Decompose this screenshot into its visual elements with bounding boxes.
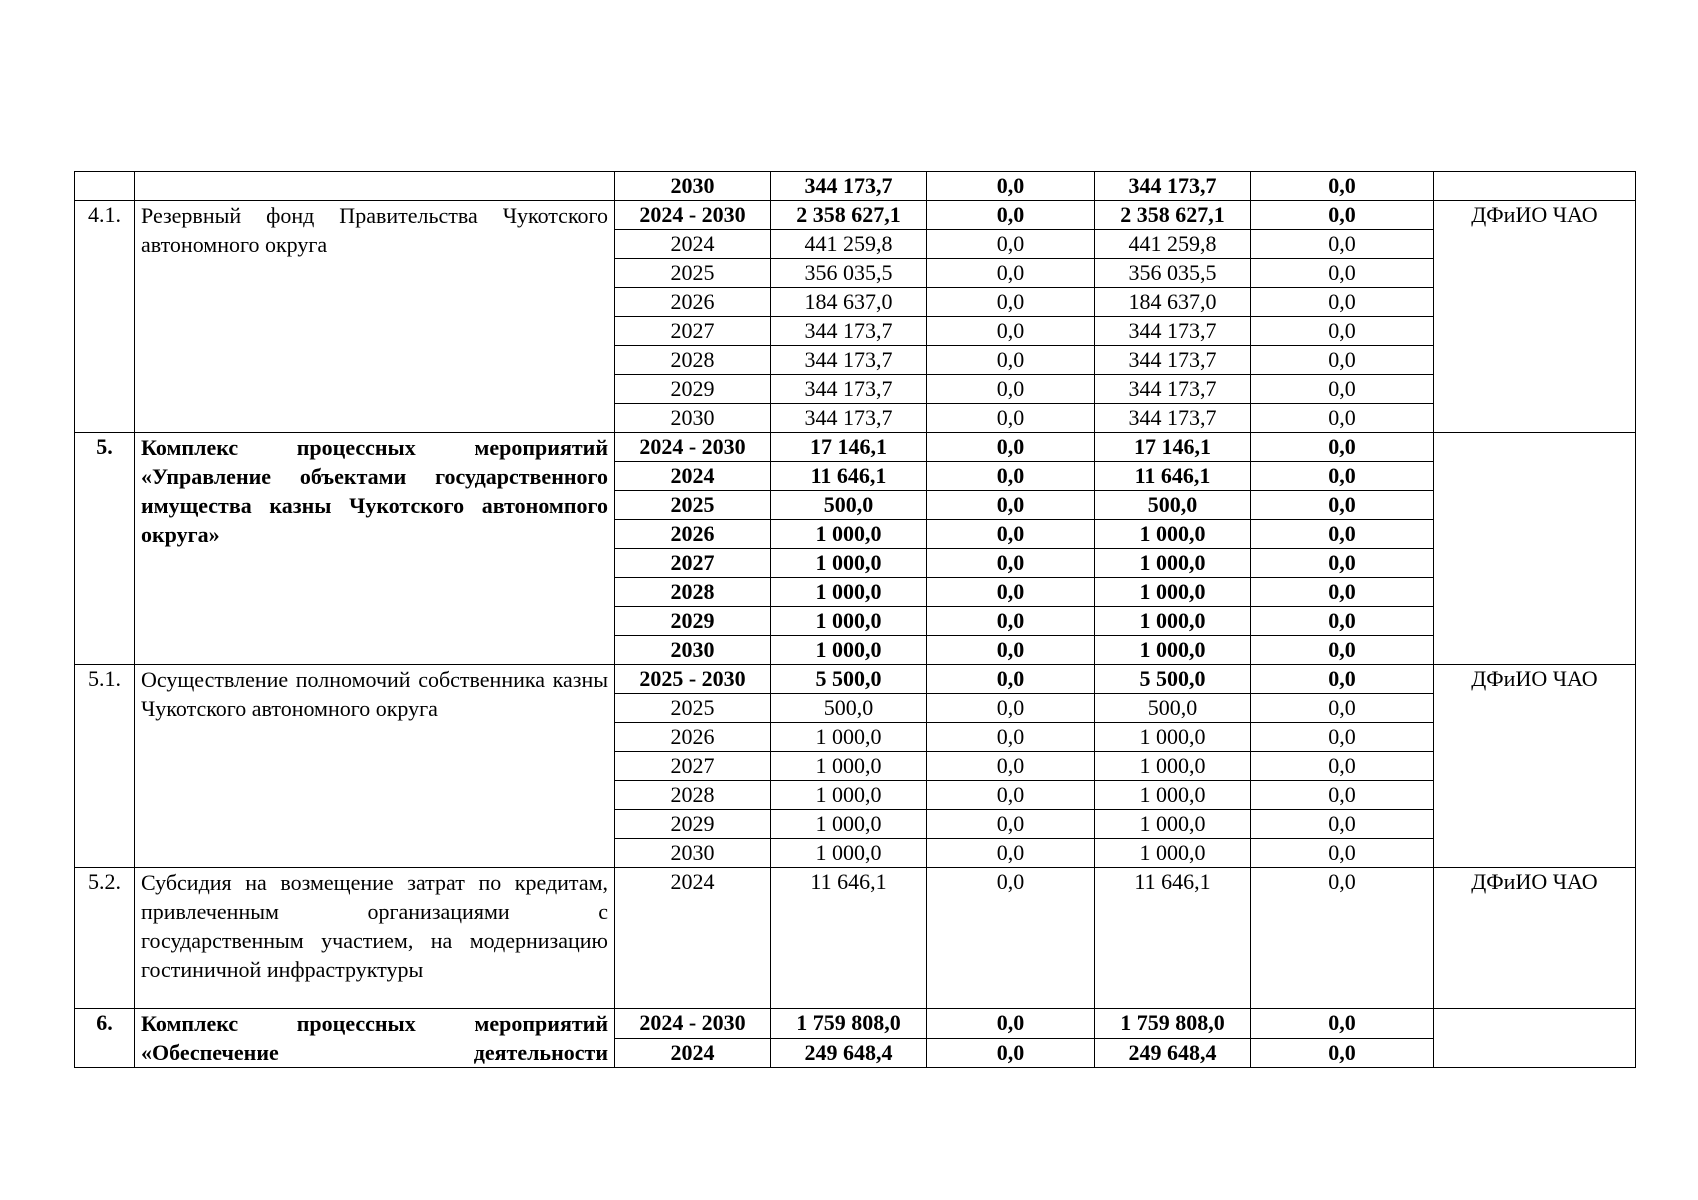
year-cell: 2025 - 2030: [615, 665, 771, 694]
regional-cell: 5 500,0: [1095, 665, 1251, 694]
federal-cell: 0,0: [927, 723, 1095, 752]
other-cell: 0,0: [1251, 578, 1434, 607]
regional-cell: 1 000,0: [1095, 607, 1251, 636]
other-cell: 0,0: [1251, 636, 1434, 665]
other-cell: 0,0: [1251, 375, 1434, 404]
row-name: Субсидия на возмещение затрат по кредитам, привлеченным организациями с государственным участием, на модернизацию гостиничной инфраструктуры: [135, 868, 615, 1009]
federal-cell: 0,0: [927, 839, 1095, 868]
year-cell: 2025: [615, 694, 771, 723]
other-cell: 0,0: [1251, 433, 1434, 462]
other-cell: 0,0: [1251, 781, 1434, 810]
regional-cell: 2 358 627,1: [1095, 201, 1251, 230]
regional-cell: 344 173,7: [1095, 346, 1251, 375]
other-cell: 0,0: [1251, 346, 1434, 375]
federal-cell: 0,0: [927, 346, 1095, 375]
regional-cell: 1 000,0: [1095, 578, 1251, 607]
year-cell: 2027: [615, 752, 771, 781]
executor-cell: ДФиИО ЧАО: [1434, 868, 1636, 1009]
total-cell: 344 173,7: [771, 346, 927, 375]
year-cell: 2026: [615, 723, 771, 752]
year-cell: 2028: [615, 781, 771, 810]
other-cell: 0,0: [1251, 1009, 1434, 1039]
year-cell: 2024 - 2030: [615, 433, 771, 462]
other-cell: 0,0: [1251, 723, 1434, 752]
total-cell: 1 000,0: [771, 578, 927, 607]
regional-cell: 344 173,7: [1095, 317, 1251, 346]
other-cell: 0,0: [1251, 868, 1434, 1009]
federal-cell: 0,0: [927, 259, 1095, 288]
year-cell: 2024: [615, 1038, 771, 1068]
total-cell: 1 000,0: [771, 752, 927, 781]
total-cell: 1 000,0: [771, 520, 927, 549]
other-cell: 0,0: [1251, 694, 1434, 723]
executor-cell: [1434, 433, 1636, 665]
row-name: Комплекс процессных мероприятий «Обеспечение деятельности: [135, 1009, 615, 1068]
total-cell: 1 000,0: [771, 781, 927, 810]
total-cell: 356 035,5: [771, 259, 927, 288]
total-cell: 344 173,7: [771, 172, 927, 201]
regional-cell: 1 000,0: [1095, 549, 1251, 578]
federal-cell: 0,0: [927, 578, 1095, 607]
year-cell: 2024 - 2030: [615, 201, 771, 230]
year-cell: 2028: [615, 578, 771, 607]
other-cell: 0,0: [1251, 317, 1434, 346]
table-row: [75, 172, 1636, 201]
year-cell: 2024 - 2030: [615, 1009, 771, 1039]
other-cell: 0,0: [1251, 230, 1434, 259]
federal-cell: 0,0: [927, 549, 1095, 578]
regional-cell: 1 000,0: [1095, 636, 1251, 665]
year-cell: 2029: [615, 810, 771, 839]
table-row: [75, 665, 1636, 694]
federal-cell: 0,0: [927, 230, 1095, 259]
total-cell: 441 259,8: [771, 230, 927, 259]
executor-cell: ДФиИО ЧАО: [1434, 665, 1636, 868]
row-number: 5.2.: [75, 868, 135, 1009]
federal-cell: 0,0: [927, 665, 1095, 694]
year-cell: 2029: [615, 375, 771, 404]
row-number: 5.: [75, 433, 135, 665]
executor-cell: [1434, 172, 1636, 201]
total-cell: 1 000,0: [771, 549, 927, 578]
row-name: Комплекс процессных мероприятий «Управление объектами государственного имущества казны Чукотского автономпого округа»: [135, 433, 615, 665]
other-cell: 0,0: [1251, 1038, 1434, 1068]
total-cell: 2 358 627,1: [771, 201, 927, 230]
other-cell: 0,0: [1251, 404, 1434, 433]
regional-cell: 1 000,0: [1095, 723, 1251, 752]
year-cell: 2030: [615, 839, 771, 868]
table-row: [75, 433, 1636, 462]
year-cell: 2029: [615, 607, 771, 636]
total-cell: 1 000,0: [771, 839, 927, 868]
regional-cell: 17 146,1: [1095, 433, 1251, 462]
other-cell: 0,0: [1251, 549, 1434, 578]
federal-cell: 0,0: [927, 288, 1095, 317]
total-cell: 249 648,4: [771, 1038, 927, 1068]
federal-cell: 0,0: [927, 810, 1095, 839]
row-name: Резервный фонд Правительства Чукотского автономного округа: [135, 201, 615, 433]
row-number: 4.1.: [75, 201, 135, 433]
row-number: 5.1.: [75, 665, 135, 868]
federal-cell: 0,0: [927, 636, 1095, 665]
federal-cell: 0,0: [927, 491, 1095, 520]
other-cell: 0,0: [1251, 520, 1434, 549]
federal-cell: 0,0: [927, 172, 1095, 201]
year-cell: 2025: [615, 259, 771, 288]
regional-cell: 1 000,0: [1095, 781, 1251, 810]
year-cell: 2024: [615, 462, 771, 491]
regional-cell: 500,0: [1095, 694, 1251, 723]
regional-cell: 441 259,8: [1095, 230, 1251, 259]
year-cell: 2026: [615, 288, 771, 317]
row-name: [135, 172, 615, 201]
federal-cell: 0,0: [927, 1038, 1095, 1068]
federal-cell: 0,0: [927, 375, 1095, 404]
total-cell: 17 146,1: [771, 433, 927, 462]
financing-table: [74, 171, 1636, 1068]
regional-cell: 249 648,4: [1095, 1038, 1251, 1068]
regional-cell: 1 000,0: [1095, 839, 1251, 868]
federal-cell: 0,0: [927, 868, 1095, 1009]
federal-cell: 0,0: [927, 1009, 1095, 1039]
federal-cell: 0,0: [927, 694, 1095, 723]
total-cell: 11 646,1: [771, 868, 927, 1009]
year-cell: 2030: [615, 172, 771, 201]
other-cell: 0,0: [1251, 462, 1434, 491]
year-cell: 2025: [615, 491, 771, 520]
regional-cell: 1 000,0: [1095, 752, 1251, 781]
other-cell: 0,0: [1251, 607, 1434, 636]
row-number: 6.: [75, 1009, 135, 1068]
year-cell: 2028: [615, 346, 771, 375]
other-cell: 0,0: [1251, 288, 1434, 317]
total-cell: 344 173,7: [771, 317, 927, 346]
total-cell: 500,0: [771, 694, 927, 723]
total-cell: 5 500,0: [771, 665, 927, 694]
other-cell: 0,0: [1251, 259, 1434, 288]
federal-cell: 0,0: [927, 404, 1095, 433]
regional-cell: 344 173,7: [1095, 172, 1251, 201]
other-cell: 0,0: [1251, 665, 1434, 694]
regional-cell: 344 173,7: [1095, 375, 1251, 404]
total-cell: 184 637,0: [771, 288, 927, 317]
row-name: Осуществление полномочий собственника казны Чукотского автономного округа: [135, 665, 615, 868]
regional-cell: 11 646,1: [1095, 868, 1251, 1009]
federal-cell: 0,0: [927, 607, 1095, 636]
year-cell: 2026: [615, 520, 771, 549]
year-cell: 2030: [615, 636, 771, 665]
regional-cell: 11 646,1: [1095, 462, 1251, 491]
year-cell: 2024: [615, 230, 771, 259]
total-cell: 1 000,0: [771, 607, 927, 636]
regional-cell: 500,0: [1095, 491, 1251, 520]
total-cell: 344 173,7: [771, 375, 927, 404]
regional-cell: 344 173,7: [1095, 404, 1251, 433]
total-cell: 1 000,0: [771, 636, 927, 665]
table-row: [75, 201, 1636, 230]
federal-cell: 0,0: [927, 433, 1095, 462]
total-cell: 1 000,0: [771, 810, 927, 839]
federal-cell: 0,0: [927, 752, 1095, 781]
total-cell: 11 646,1: [771, 462, 927, 491]
year-cell: 2027: [615, 317, 771, 346]
other-cell: 0,0: [1251, 201, 1434, 230]
regional-cell: 1 000,0: [1095, 520, 1251, 549]
total-cell: 1 759 808,0: [771, 1009, 927, 1039]
year-cell: 2027: [615, 549, 771, 578]
table-row: [75, 1009, 1636, 1039]
year-cell: 2024: [615, 868, 771, 1009]
federal-cell: 0,0: [927, 781, 1095, 810]
other-cell: 0,0: [1251, 172, 1434, 201]
row-number: [75, 172, 135, 201]
regional-cell: 184 637,0: [1095, 288, 1251, 317]
federal-cell: 0,0: [927, 201, 1095, 230]
executor-cell: ДФиИО ЧАО: [1434, 201, 1636, 433]
total-cell: 1 000,0: [771, 723, 927, 752]
year-cell: 2030: [615, 404, 771, 433]
other-cell: 0,0: [1251, 491, 1434, 520]
executor-cell: [1434, 1009, 1636, 1068]
regional-cell: 1 000,0: [1095, 810, 1251, 839]
federal-cell: 0,0: [927, 317, 1095, 346]
regional-cell: 356 035,5: [1095, 259, 1251, 288]
other-cell: 0,0: [1251, 839, 1434, 868]
federal-cell: 0,0: [927, 520, 1095, 549]
federal-cell: 0,0: [927, 462, 1095, 491]
other-cell: 0,0: [1251, 810, 1434, 839]
total-cell: 344 173,7: [771, 404, 927, 433]
other-cell: 0,0: [1251, 752, 1434, 781]
table-row: [75, 868, 1636, 1009]
total-cell: 500,0: [771, 491, 927, 520]
regional-cell: 1 759 808,0: [1095, 1009, 1251, 1039]
